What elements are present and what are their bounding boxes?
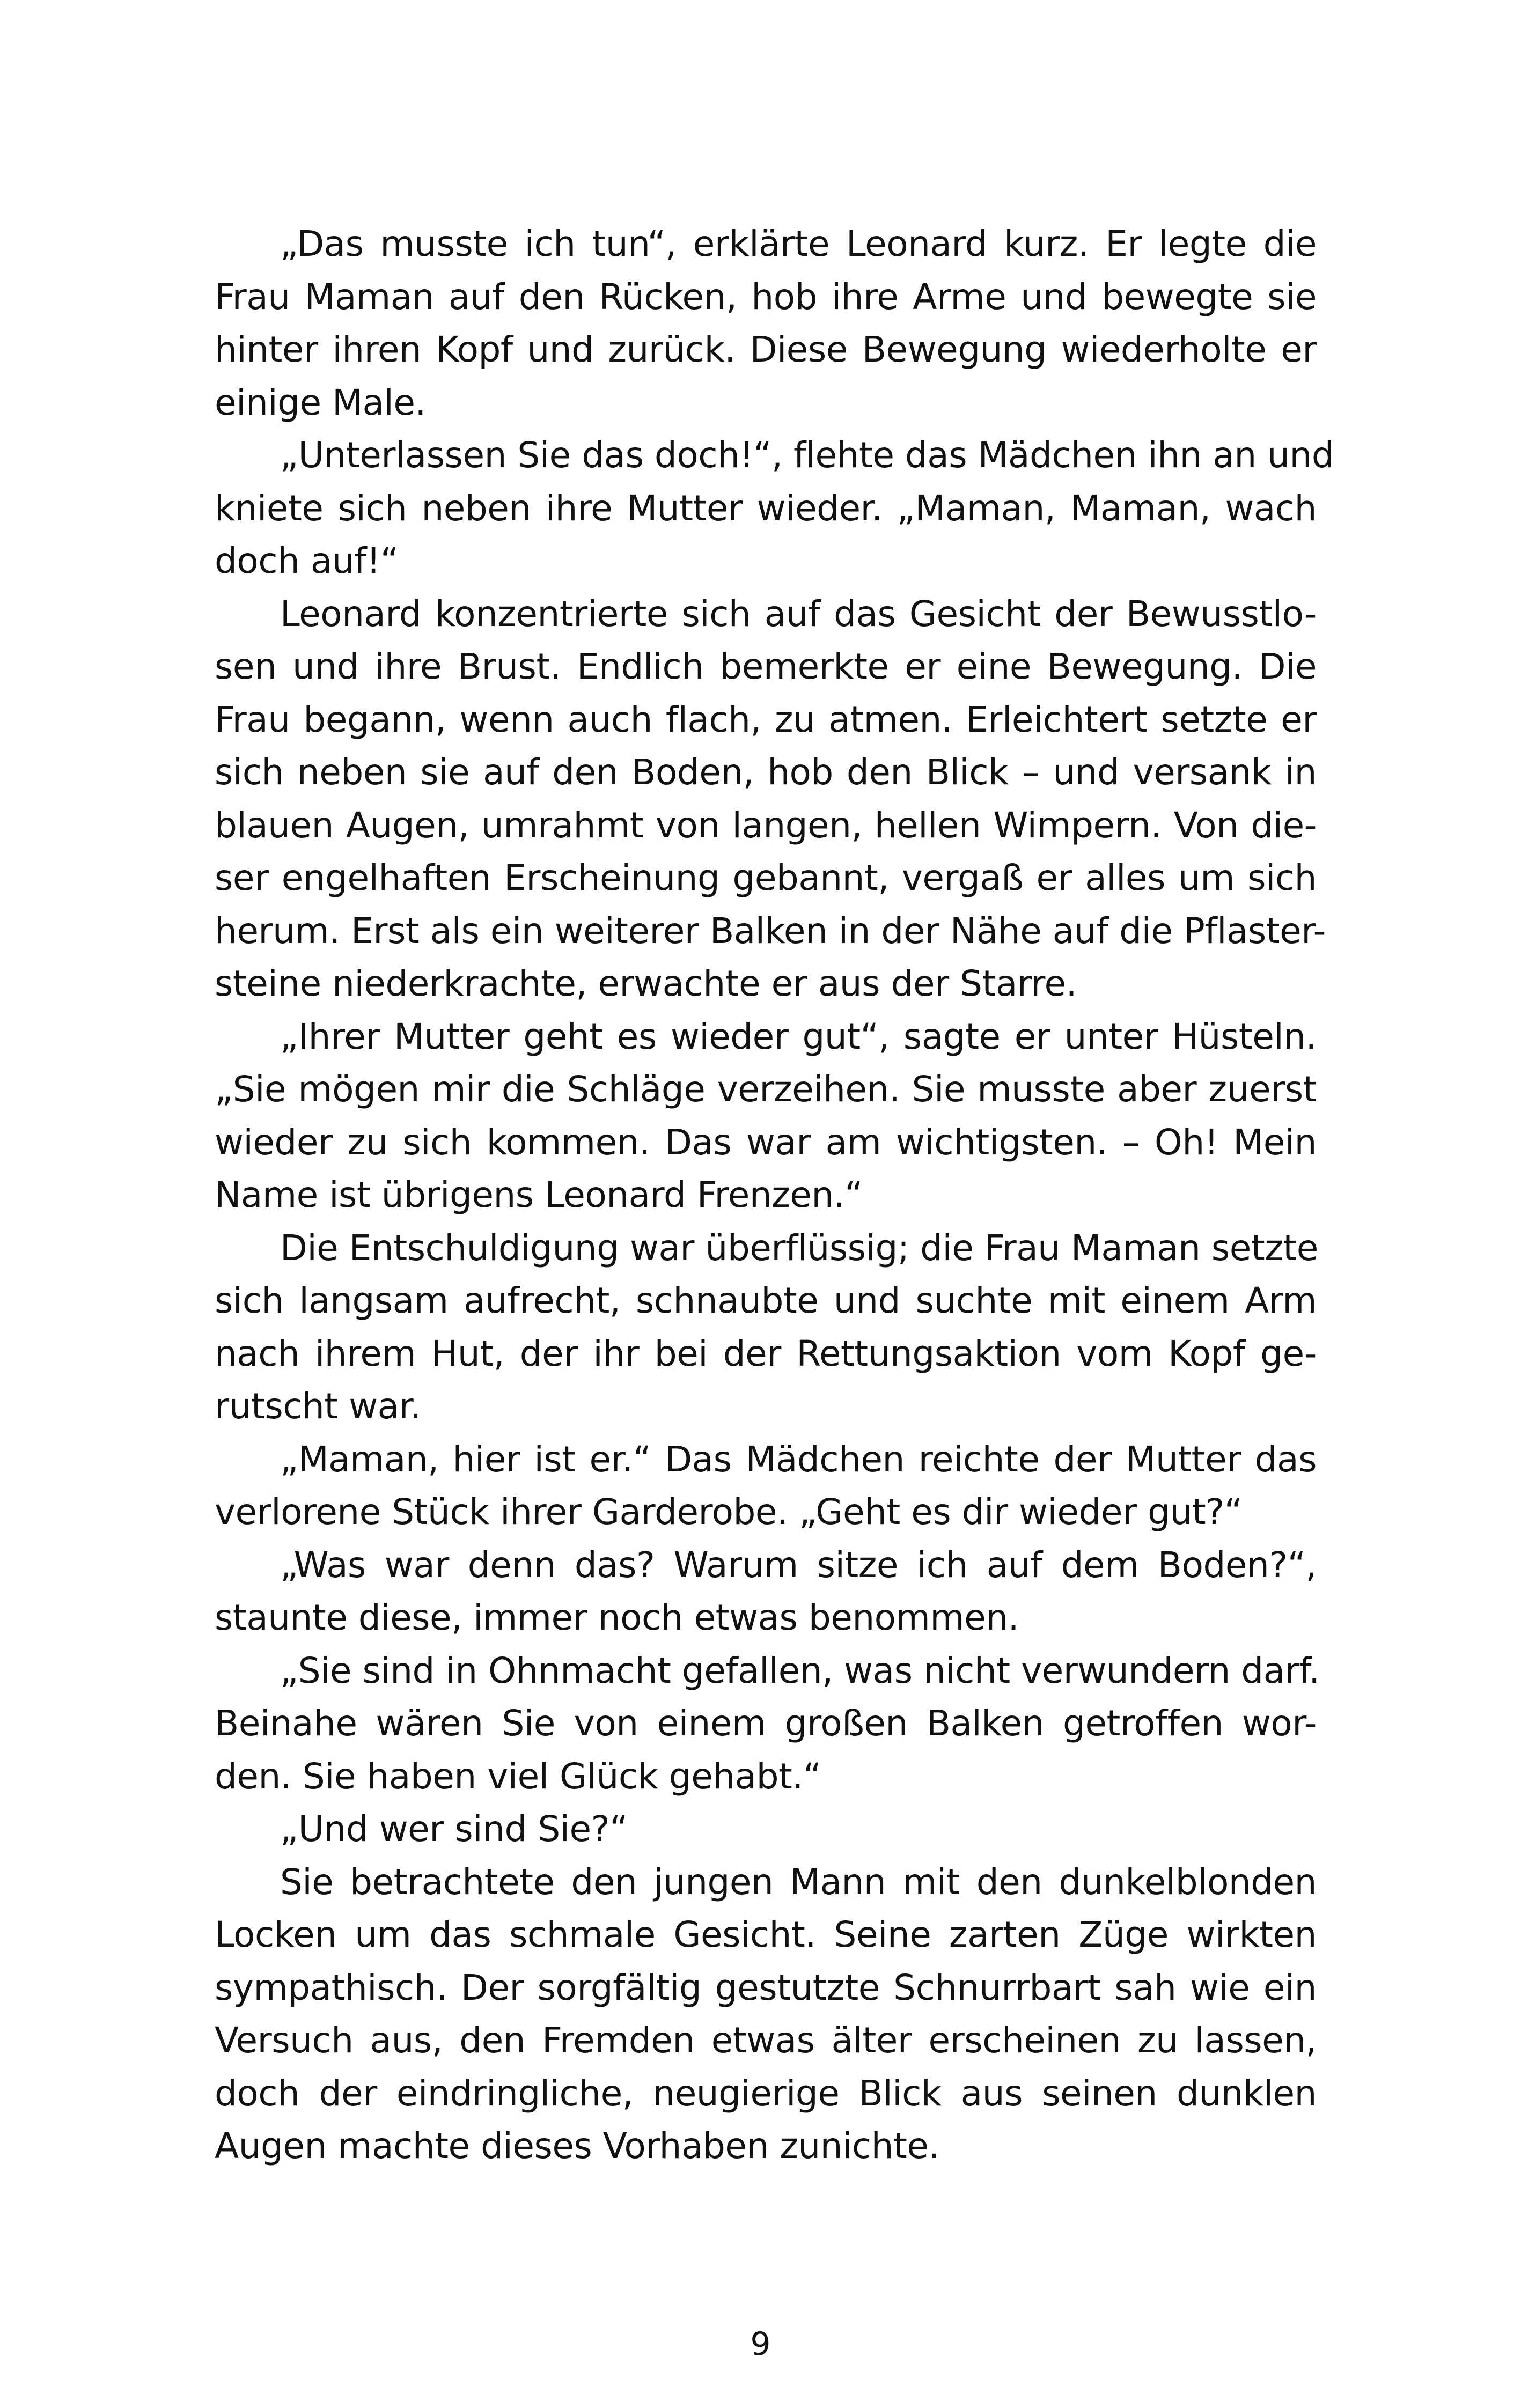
text-line: Frau begann, wenn auch flach, zu atmen. Erleichtert setzte er <box>215 698 1317 740</box>
text-line: sympathisch. Der sorgfältig gestutzte Schnurrbart sah wie ein <box>215 1967 1317 2008</box>
text-line: Versuch aus, den Fremden etwas älter erscheinen zu lassen, <box>215 2020 1317 2061</box>
text-line: „Ihrer Mutter geht es wieder gut“, sagte er unter Hüsteln. <box>280 1015 1317 1057</box>
text-line: Beinahe wären Sie von einem großen Balken getroffen wor- <box>215 1703 1317 1744</box>
text-line: Frau Maman auf den Rücken, hob ihre Arme und bewegte sie <box>215 276 1317 318</box>
text-line: rutscht war. <box>215 1386 421 1427</box>
text-line: nach ihrem Hut, der ihr bei der Rettungsaktion vom Kopf ge- <box>215 1332 1317 1374</box>
text-line: Locken um das schmale Gesicht. Seine zarten Züge wirkten <box>215 1914 1317 1955</box>
text-line: doch der eindringliche, neugierige Blick aus seinen dunklen <box>215 2072 1317 2114</box>
body-text <box>215 218 1334 2173</box>
text-line: staunte diese, immer noch etwas benommen. <box>215 1597 1019 1638</box>
text-line: Sie betrachtete den jungen Mann mit den dunkelblonden <box>280 1861 1317 1903</box>
text-line: „Was war denn das? Warum sitze ich auf dem Boden?“, <box>280 1544 1317 1586</box>
text-line: hinter ihren Kopf und zurück. Diese Bewegung wiederholte er <box>215 329 1317 370</box>
text-line: sich langsam aufrecht, schnaubte und suchte mit einem Arm <box>215 1280 1317 1321</box>
text-line: einige Male. <box>215 381 426 423</box>
text-line: „Maman, hier ist er.“ Das Mädchen reichte der Mutter das <box>280 1438 1317 1480</box>
text-line: Leonard konzentrierte sich auf das Gesicht der Bewusstlo- <box>280 593 1317 635</box>
text-line: „Sie mögen mir die Schläge verzeihen. Sie musste aber zuerst <box>215 1069 1317 1110</box>
text-line: ser engelhaften Erscheinung gebannt, vergaß er alles um sich <box>215 857 1317 899</box>
text-line: „Das musste ich tun“, erklärte Leonard kurz. Er legte die <box>280 223 1317 264</box>
text-line: Augen machte dieses Vorhaben zunichte. <box>215 2125 939 2167</box>
text-line: herum. Erst als ein weiterer Balken in der Nähe auf die Pflaster- <box>215 910 1326 952</box>
text-line: „Sie sind in Ohnmacht gefallen, was nicht verwundern darf. <box>280 1649 1320 1691</box>
text-line: steine niederkrachte, erwachte er aus der Starre. <box>215 963 1077 1004</box>
text-line: doch auf!“ <box>215 540 399 581</box>
page-number: 9 <box>750 2325 771 2363</box>
text-line: blauen Augen, umrahmt von langen, hellen Wimpern. Von die- <box>215 804 1317 846</box>
text-line: „Unterlassen Sie das doch!“, flehte das Mädchen ihn an und <box>280 435 1334 476</box>
text-line: sen und ihre Brust. Endlich bemerkte er eine Bewegung. Die <box>215 646 1317 687</box>
text-line: kniete sich neben ihre Mutter wieder. „Maman, Maman, wach <box>215 487 1317 529</box>
text-line: den. Sie haben viel Glück gehabt.“ <box>215 1755 821 1797</box>
text-line: verlorene Stück ihrer Garderobe. „Geht es dir wieder gut?“ <box>215 1491 1243 1533</box>
text-line: wieder zu sich kommen. Das war am wichtigsten. – Oh! Mein <box>215 1121 1317 1163</box>
text-line: Die Entschuldigung war überflüssig; die Frau Maman setzte <box>280 1227 1318 1269</box>
text-line: Name ist übrigens Leonard Frenzen.“ <box>215 1174 863 1216</box>
text-line: sich neben sie auf den Boden, hob den Blick – und versank in <box>215 752 1317 793</box>
text-line: „Und wer sind Sie?“ <box>280 1808 628 1850</box>
